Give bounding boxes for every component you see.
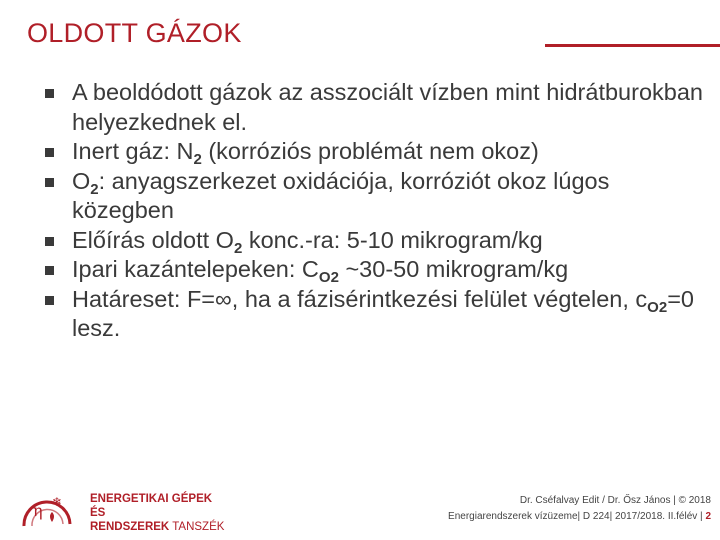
bullet-text: A beoldódott gázok az asszociált vízben mint hidrátburokban helyezkednek el. — [72, 79, 703, 135]
subscript: 2 — [233, 239, 243, 257]
logo-line-2-light: TANSZÉK — [169, 521, 225, 533]
bullet-marker — [45, 148, 54, 157]
subscript: O2 — [318, 269, 339, 286]
footer-course-text: Energiarendszerek vízüzeme| D 224| 2017/2018. II.félév | — [448, 511, 703, 522]
bullet-text: Határeset: F=∞, ha a fázisérintkezési felület végtelen, c — [72, 285, 648, 312]
page-number: 2 — [705, 511, 711, 522]
svg-text:❄: ❄ — [52, 495, 63, 509]
bullet-item — [45, 255, 705, 285]
bullet-text: Ipari kazántelepeken: C — [72, 256, 319, 282]
footer-authors: Dr. Cséfalvay Edit / Dr. Ősz János | © 2018 — [519, 495, 711, 506]
svg-text:η: η — [33, 501, 43, 520]
bullet-marker — [45, 237, 54, 246]
bullet-item — [45, 167, 705, 226]
logo-line-2-bold: RENDSZEREK — [90, 521, 170, 533]
logo-line-2 — [90, 520, 228, 534]
title-underline — [545, 44, 720, 47]
bullet-marker — [45, 178, 54, 187]
bullet-text: (korróziós problémát nem okoz) — [201, 138, 539, 164]
bullet-item — [45, 226, 705, 256]
bullet-text: Előírás oldott O — [72, 226, 234, 253]
slide-title: OLDOTT GÁZOK — [27, 18, 242, 48]
bullet-text: O — [72, 167, 91, 194]
footer-course — [448, 509, 711, 525]
bullet-text: : anyagszerkezet oxidációja, korróziót okoz lúgos közegben — [72, 167, 610, 223]
logo-emblem-icon — [8, 486, 88, 530]
slide-footer — [448, 493, 711, 525]
bullet-marker — [45, 296, 54, 305]
bullet-item — [45, 285, 705, 344]
bullet-item — [45, 78, 705, 137]
bullet-text: Inert gáz: N — [72, 138, 194, 164]
subscript: O2 — [647, 298, 668, 316]
department-logo — [8, 486, 228, 533]
bullet-marker — [45, 89, 54, 98]
bullet-marker — [45, 266, 54, 275]
bullet-item — [45, 137, 705, 167]
subscript: 2 — [193, 151, 202, 168]
logo-line-1: ENERGETIKAI GÉPEK ÉS — [90, 493, 213, 519]
logo-wordmark — [90, 492, 228, 534]
bullet-text: =0 lesz. — [72, 285, 694, 341]
bullet-text: ~30-50 mikrogram/kg — [338, 256, 569, 282]
bullet-text: konc.-ra: 5-10 mikrogram/kg — [242, 226, 543, 253]
subscript: 2 — [90, 180, 99, 198]
bullet-list — [45, 78, 705, 344]
